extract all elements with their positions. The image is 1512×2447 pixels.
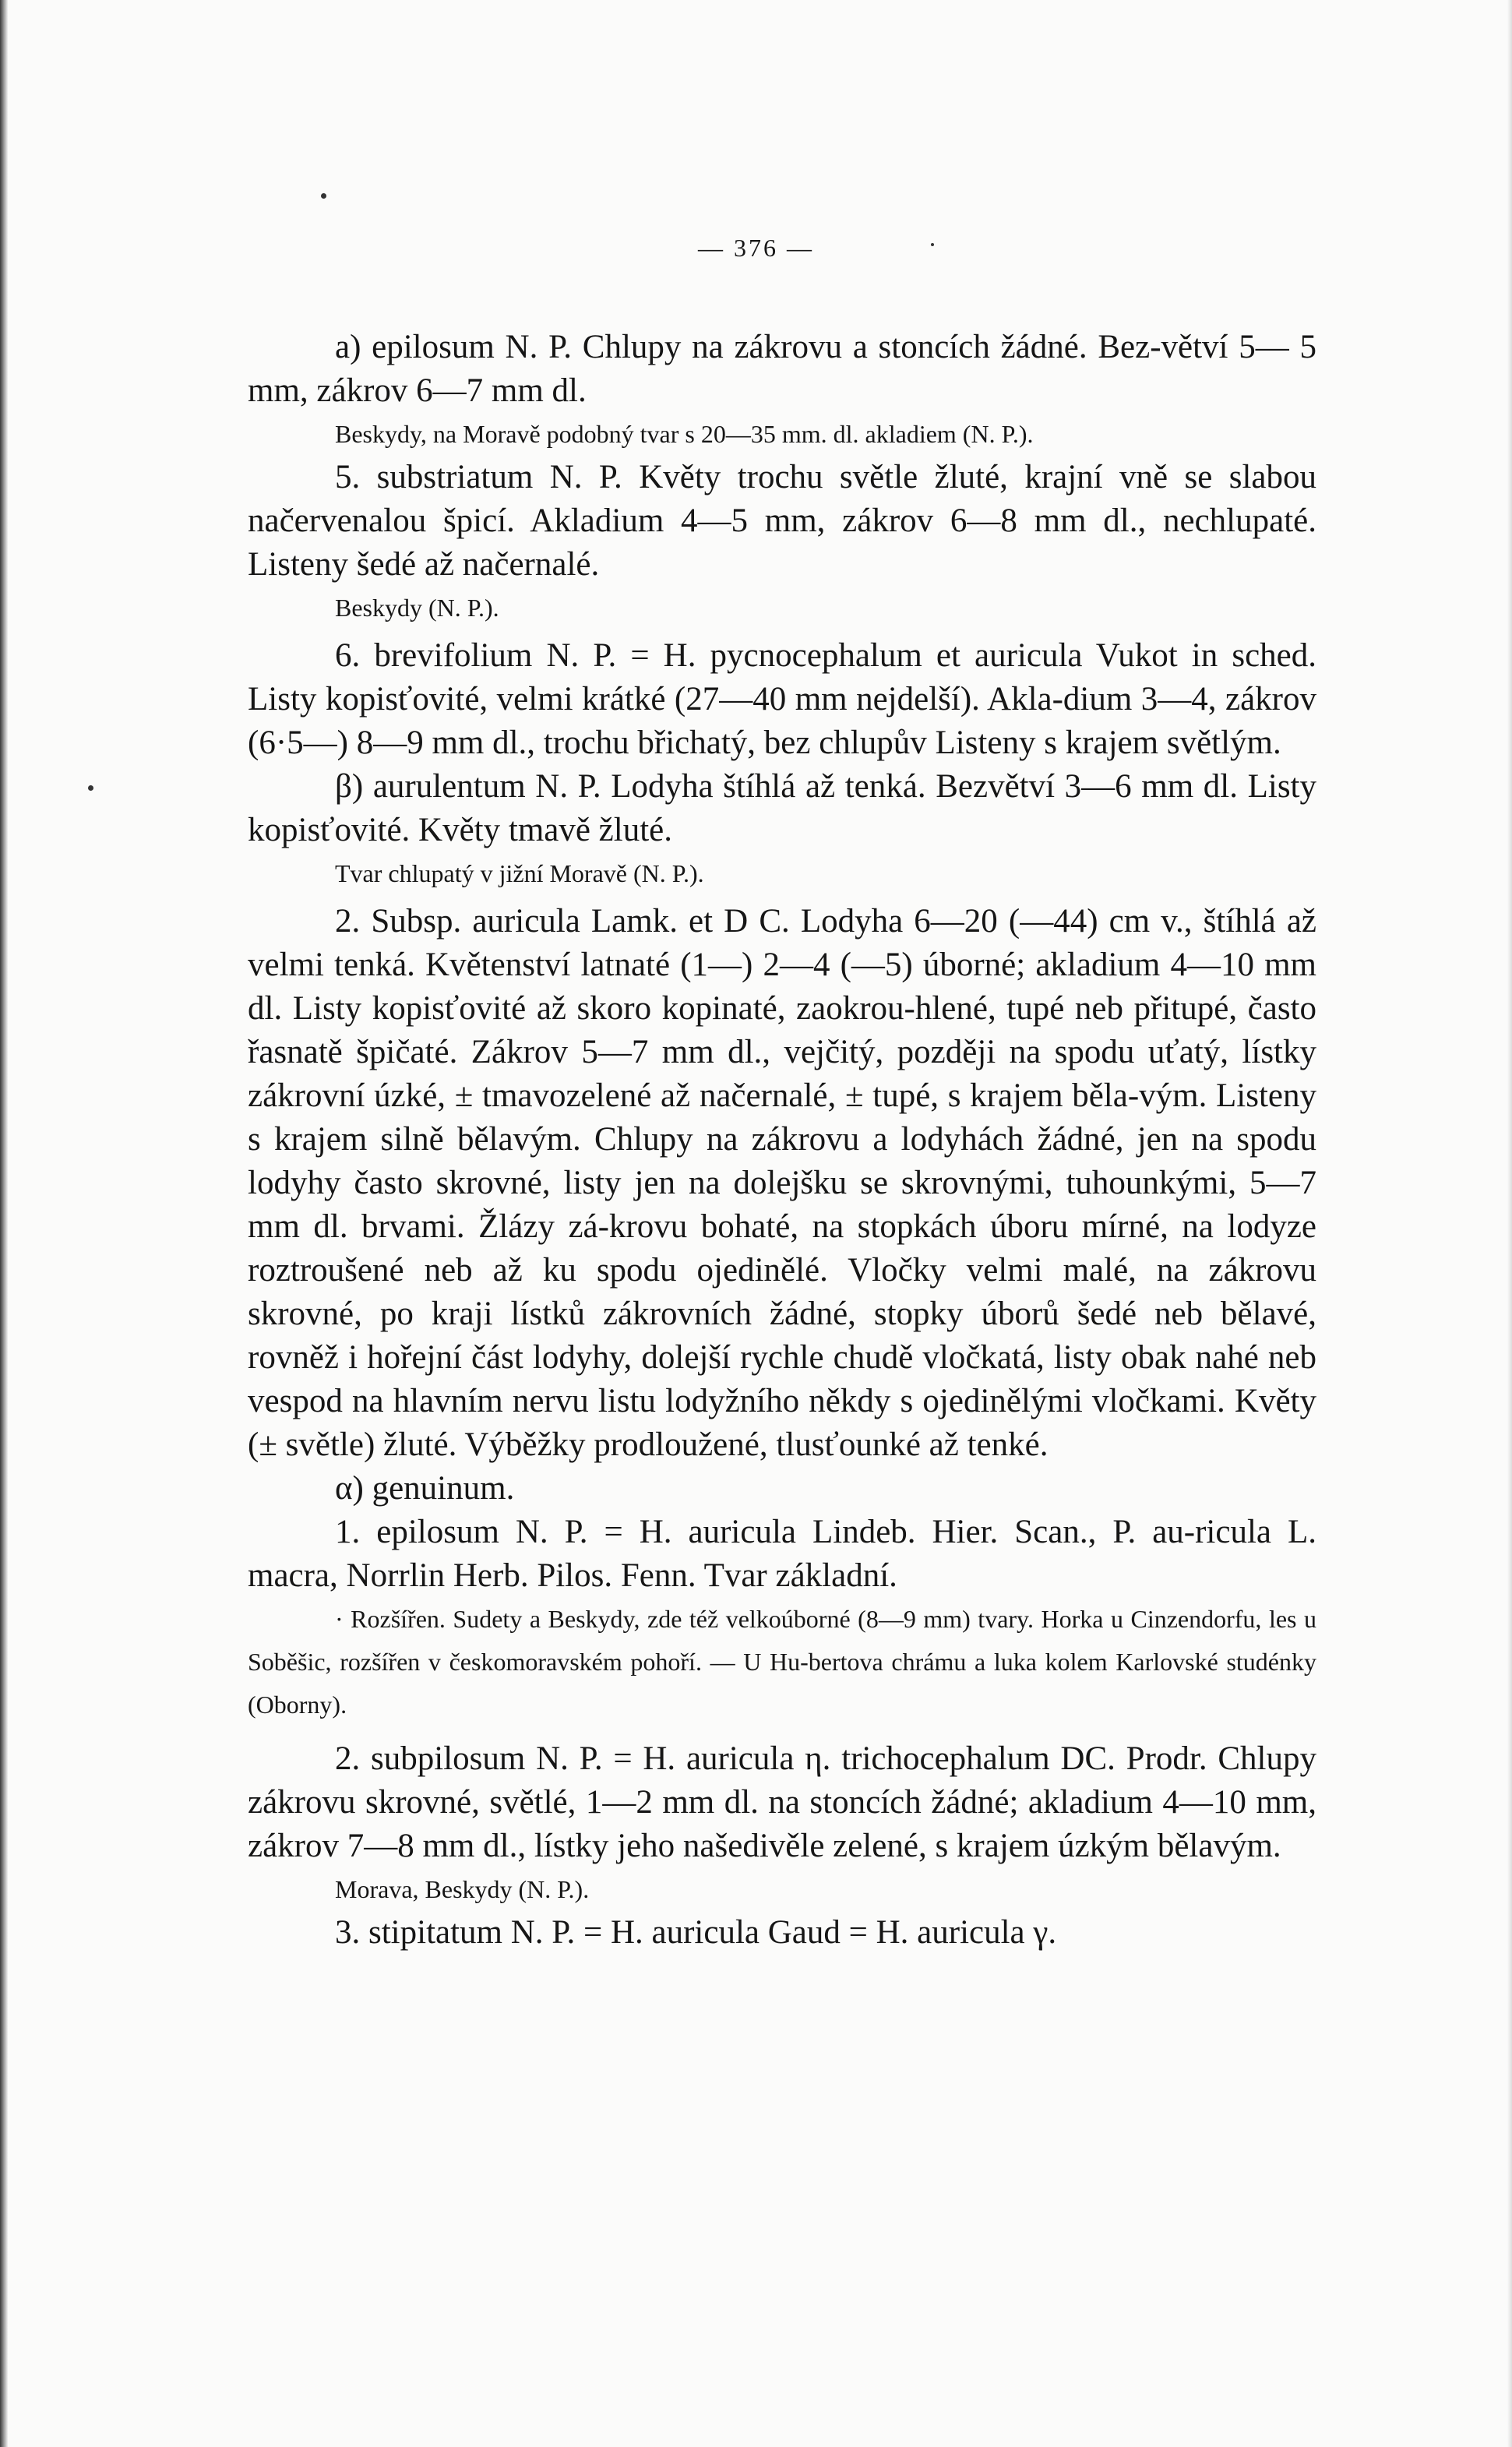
paragraph-epilosum-a: a) epilosum N. P. Chlupy na zákrovu a stoncích žádné. Bez-větví 5— 5 mm, zákrov 6—7 mm dl. bbox=[248, 329, 1316, 409]
paragraph-subpilosum: 2. subpilosum N. P. = H. auricula η. trichocephalum DC. Prodr. Chlupy zákrovu skrovné, světlé, 1—2 mm dl. na stoncích žádné; akladium 4—10 mm, zákrov 7—8 mm dl., lístky jeho našedivěle zelené, s krajem úzkým bělavým. bbox=[248, 1740, 1316, 1864]
page-number: — 376 — bbox=[698, 234, 814, 262]
locality-note: Tvar chlupatý v jižní Moravě (N. P.). bbox=[335, 859, 704, 887]
distribution-note: · Rozšířen. Sudety a Beskydy, zde též velkoúborné (8—9 mm) tvary. Horka u Cinzendorfu, les u Soběšic, rozšířen v českomoravském pohoří. — U Hu-bertova chrámu a luka kolem Karlovské studénky (Oborny). bbox=[248, 1605, 1316, 1719]
scan-right-edge bbox=[1507, 0, 1512, 2447]
scan-speck bbox=[321, 193, 326, 199]
locality-note: Morava, Beskydy (N. P.). bbox=[335, 1875, 590, 1903]
paragraph-genuinum: α) genuinum. bbox=[335, 1470, 515, 1507]
paragraph-stipitatum: 3. stipitatum N. P. = H. auricula Gaud = H. auricula γ. bbox=[335, 1914, 1057, 1951]
page-body bbox=[248, 326, 1316, 1955]
paragraph-epilosum-1: 1. epilosum N. P. = H. auricula Lindeb. Hier. Scan., P. au-ricula L. macra, Norrlin Herb. Pilos. Fenn. Tvar základní. bbox=[248, 1514, 1316, 1594]
locality-note: Beskydy (N. P.). bbox=[335, 594, 499, 622]
paragraph-subsp-auricula: 2. Subsp. auricula Lamk. et D C. Lodyha 6—20 (—44) cm v., štíhlá až velmi tenká. Květenství latnaté (1—) 2—4 (—5) úborné; akladium 4—10 mm dl. Listy kopisťovité až skoro kopinaté, zaokrou-hlené, tupé neb přitupé, často řasnatě špičaté. Zákrov 5—7 mm dl., vejčitý, později na spodu uťatý, lístky zákrovní úzké, ± tmavozelené až načernalé, ± tupé, s krajem běla-vým. Listeny s krajem silně bělavým. Chlupy na zákrovu a lodyhách žádné, jen na spodu lodyhy často skrovné, listy jen na dolejšku se skrovnými, tuhounkými, 5—7 mm dl. brvami. Žlázy zá-krovu bohaté, na stopkách úboru mírné, na lodyze roztroušené neb až ku spodu ojedinělé. Vločky velmi malé, na zákrovu skrovné, po kraji lístků zákrovních žádné, stopky úborů šedé neb bělavé, rovněž i hořejní část lodyhy, dolejší rychle chudě vločkatá, listy obak nahé neb vespod na hlavním nervu listu lodyžního někdy s ojedinělými vločkami. Květy (± světle) žluté. Výběžky prodloužené, tlusťounké až tenké. bbox=[248, 903, 1316, 1463]
paragraph-brevifolium: 6. brevifolium N. P. = H. pycnocephalum et auricula Vukot in sched. Listy kopisťovité, velmi krátké (27—40 mm nejdelší). Akla-dium 3—4, zákrov (6·5—) 8—9 mm dl., trochu břichatý, bez chlupův Listeny s krajem světlým. bbox=[248, 637, 1316, 761]
paragraph-substriatum: 5. substriatum N. P. Květy trochu světle žluté, krajní vně se slabou načervenalou špicí. Akladium 4—5 mm, zákrov 6—8 mm dl., nechlupaté. Listeny šedé až načernalé. bbox=[248, 459, 1316, 583]
locality-note: Beskydy, na Moravě podobný tvar s 20—35 mm. dl. akladiem (N. P.). bbox=[335, 420, 1034, 448]
scan-speck bbox=[88, 785, 93, 791]
paragraph-aurulentum: β) aurulentum N. P. Lodyha štíhlá až tenká. Bezvětví 3—6 mm dl. Listy kopisťovité. Květy tmavě žluté. bbox=[248, 768, 1316, 848]
scan-left-edge bbox=[0, 0, 8, 2447]
